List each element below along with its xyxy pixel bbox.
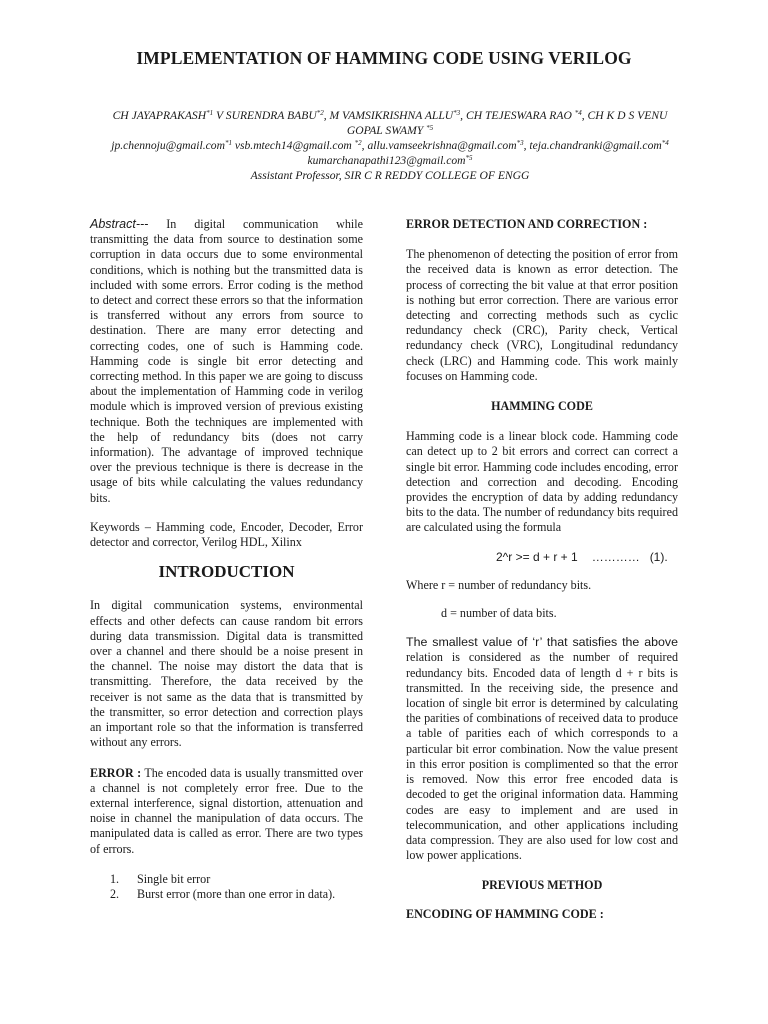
smallest-value-lead: The smallest value of ‘r’ that satisfies the above [406, 635, 678, 650]
hamming-code-heading: HAMMING CODE [491, 399, 593, 414]
author-5: , CH K D S VENU [581, 109, 668, 122]
email-5-marker: *5 [465, 154, 473, 162]
right-column [406, 217, 678, 922]
email-2-marker: *2 [354, 139, 362, 147]
author-4-marker: *4 [574, 109, 582, 117]
author-block [60, 108, 720, 183]
affiliation: Assistant Professor, SIR C R REDDY COLLEGE OF ENGG [250, 169, 530, 182]
abstract [90, 217, 363, 506]
author-5-marker: *5 [426, 124, 434, 132]
hamming-code-text: Hamming code is a linear block code. Hamming code can detect up to 2 bit errors and correct can correct a single bit error. Hamming code includes encoding, error detection and correction and decoding. Encoding provides the encryption of data by adding redundancy bits to the data. The number of redundancy bits required are calculated using the formula [406, 429, 678, 535]
previous-method-heading: PREVIOUS METHOD [481, 878, 603, 893]
author-3: , M VAMSIKRISHNA ALLU [323, 109, 454, 122]
error-label: ERROR : [90, 765, 142, 780]
author-line [60, 108, 720, 123]
author-5-cont: GOPAL SWAMY [346, 124, 427, 137]
email-3: , allu.vamseekrishna@gmail.com [361, 139, 517, 152]
error-paragraph [90, 766, 363, 857]
error-detection-text: The phenomenon of detecting the position of error from the received data is known as error detection. The process of correcting the bit value at that error position is nothing but error correction. There are various error detecting and correcting methods such as cyclic redundancy check (CRC), Parity check, Vertical redundancy check (VRC), Longitudinal redundancy check (LRC) and Hamming code. This work mainly focuses on Hamming code. [406, 247, 678, 383]
email-1: jp.chennoju@gmail.com [111, 139, 225, 152]
where-d: d = number of data bits. [441, 606, 557, 621]
author-line [60, 123, 720, 138]
error-text: The encoded data is usually transmitted over a channel is not completely error free. Due to the external interference, signal distortion, attenuation and noise in channel the manipulation of data occurs. The manipulated data is called as error. There are two types of errors. [90, 765, 363, 856]
list-item-text: Single bit error [137, 871, 211, 886]
list-item [110, 872, 363, 887]
introduction-heading: INTRODUCTION [158, 562, 295, 582]
author-3-marker: *3 [453, 109, 461, 117]
left-column [90, 217, 363, 902]
email-5: kumarchanapathi123@gmail.com [307, 154, 466, 167]
list-item-number: 2. [110, 886, 120, 901]
abstract-label: Abstract--- [90, 217, 149, 231]
where-r: Where r = number of redundancy bits. [406, 577, 592, 592]
author-2: V SURENDRA BABU [213, 109, 317, 122]
abstract-text: In digital communication while transmitting the data from source to destination some corruption in data occurs due to some environmental conditions, which is nothing but the transmitted data is included with some errors. Error coding is the method to detect and correct these errors so that the information is transferred without any errors from source to destination. There are many error detecting and correcting codes, one of such is Hamming code. Hamming code is single bit error detecting and correcting method. In this paper we are going to discuss about the implementation of Hamming code in verilog module which is improved version of previous existing technique. Both the techniques are implemented with the help of redundancy bits (does not carry information). The advantage of improved technique over the previous technique is there is decrease in the usage of bits while calculating the values redundancy bits. [90, 217, 363, 505]
email-4: , teja.chandranki@gmail.com [523, 139, 662, 152]
email-line [60, 138, 720, 153]
formula-expression: 2^r >= d + r + 1 [496, 549, 578, 564]
introduction-text: In digital communication systems, environmental effects and other defects can cause random bit errors during data transmission. Digital data is transmitted over a channel and there should be a noise present in the channel. The noise may distort the data that is transmitting. Therefore, the data received by the receiver is not same as the data that is transmitted by the transmitter, so error detection and correction plays an important role so that the information is transferred without any errors. [90, 598, 363, 750]
list-item-number: 1. [110, 871, 120, 886]
list-item-text: Burst error (more than one error in data). [137, 886, 336, 901]
email-2: vsb.mtech14@gmail.com [231, 139, 355, 152]
author-4: , CH TEJESWARA RAO [460, 109, 575, 122]
email-1-marker: *1 [224, 139, 232, 147]
author-1: CH JAYAPRAKASH [112, 109, 207, 122]
redundancy-formula [496, 550, 678, 565]
author-1-marker: *1 [206, 109, 214, 117]
list-item [110, 887, 363, 902]
smallest-value-paragraph [406, 635, 678, 863]
email-line [60, 153, 720, 168]
paper-title: IMPLEMENTATION OF HAMMING CODE USING VERILOG [136, 48, 632, 68]
formula-number: (1). [649, 549, 668, 564]
error-type-list [110, 872, 363, 902]
error-detection-heading: ERROR DETECTION AND CORRECTION : [406, 217, 648, 231]
email-3-marker: *3 [516, 139, 524, 147]
email-4-marker: *4 [661, 139, 669, 147]
encoding-heading: ENCODING OF HAMMING CODE : [406, 906, 604, 921]
keywords: Keywords – Hamming code, Encoder, Decoder, Error detector and corrector, Verilog HDL, Xilinx [90, 519, 363, 550]
author-2-marker: *2 [316, 109, 324, 117]
smallest-value-rest: relation is considered as the number of required redundancy bits. Encoded data of length d + r bits is transmitted. In the receiving side, the presence and location of single bit error is determined by calculating the parities of combinations of received data to produce a table of parities each of which corresponds to a particular bit error combination. Now the value present in this error position is complimented so that the error is removed. Now this error free encoded data is decoded to get the original information data. Hamming codes are easy to implement and are used in telecommunication, and other applications including data compression. They are also used for low cost and low power applications. [406, 650, 678, 863]
formula-dots: ………… [591, 549, 640, 564]
